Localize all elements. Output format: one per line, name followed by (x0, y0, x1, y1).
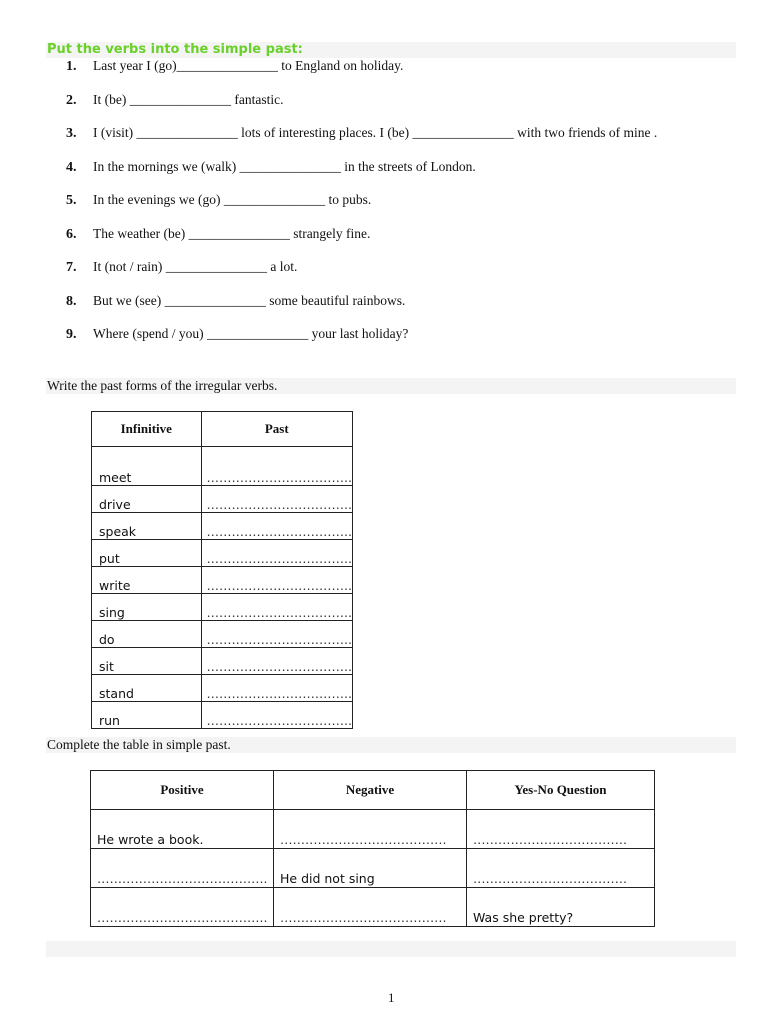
column-header-negative: Negative (274, 771, 467, 810)
table-row (92, 621, 353, 648)
table-row (92, 675, 353, 702)
table-header-row (92, 412, 353, 447)
positive-cell: He wrote a book. (91, 810, 274, 849)
exercise-number: 2. (66, 93, 77, 108)
page-number: 1 (388, 990, 395, 1005)
table-row (92, 513, 353, 540)
exercise-number: 5. (66, 193, 77, 208)
infinitive-cell: drive (92, 486, 202, 513)
exercise-2-heading: Write the past forms of the irregular verbs. (47, 378, 278, 393)
infinitive-cell: do (92, 621, 202, 648)
infinitive-cell: stand (92, 675, 202, 702)
past-blank-cell[interactable]: …………………………….. (201, 675, 352, 702)
question-blank-cell[interactable]: ………………………………. (467, 849, 655, 888)
exercise-text: Last year I (go)_______________ to England on holiday. (93, 58, 404, 73)
exercise-number: 9. (66, 327, 77, 342)
simple-past-table (90, 770, 655, 927)
exercise-item (66, 92, 283, 112)
exercise-item (66, 326, 408, 346)
table-row (92, 702, 353, 729)
exercise-item (66, 226, 370, 246)
exercise-number: 3. (66, 126, 77, 141)
question-cell: Was she pretty? (467, 888, 655, 927)
exercise-text: I (visit) _______________ lots of interesting places. I (be) _______________ with two friends of mine . (93, 125, 658, 140)
exercise-text: It (not / rain) _______________ a lot. (93, 259, 298, 274)
past-blank-cell[interactable]: …………………………….. (201, 447, 352, 486)
column-header-positive: Positive (91, 771, 274, 810)
exercise-item (66, 293, 405, 313)
column-header-infinitive: Infinitive (92, 412, 202, 447)
past-blank-cell[interactable]: …………………………….. (201, 648, 352, 675)
table-header-row (91, 771, 655, 810)
exercise-item (66, 192, 371, 212)
exercise-text: In the evenings we (go) _______________ to pubs. (93, 192, 372, 207)
exercise-1-heading: Put the verbs into the simple past: (47, 42, 303, 57)
infinitive-cell: put (92, 540, 202, 567)
table-row (91, 888, 655, 927)
exercise-number: 4. (66, 160, 77, 175)
past-blank-cell[interactable]: …………………………….. (201, 540, 352, 567)
table-row (92, 594, 353, 621)
past-blank-cell[interactable]: …………………………….. (201, 567, 352, 594)
past-blank-cell[interactable]: …………………………….. (201, 513, 352, 540)
exercise-3-heading: Complete the table in simple past. (47, 737, 231, 752)
infinitive-cell: write (92, 567, 202, 594)
exercise-text: Where (spend / you) _______________ your last holiday? (93, 326, 409, 341)
exercise-item (66, 159, 476, 179)
table-row (91, 849, 655, 888)
past-blank-cell[interactable]: …………………………….. (201, 594, 352, 621)
positive-blank-cell[interactable]: ………………………………….. (91, 849, 274, 888)
exercise-item (66, 58, 403, 78)
exercise-text: But we (see) _______________ some beautiful rainbows. (93, 293, 406, 308)
positive-blank-cell[interactable]: ………………………………….. (91, 888, 274, 927)
infinitive-cell: sit (92, 648, 202, 675)
table-row (92, 648, 353, 675)
negative-blank-cell[interactable]: …………………………………. (274, 810, 467, 849)
table-row (92, 567, 353, 594)
question-blank-cell[interactable]: ………………………………. (467, 810, 655, 849)
negative-blank-cell[interactable]: …………………………………. (274, 888, 467, 927)
table-row (92, 447, 353, 486)
exercise-number: 6. (66, 227, 77, 242)
infinitive-cell: sing (92, 594, 202, 621)
infinitive-cell: speak (92, 513, 202, 540)
past-blank-cell[interactable]: …………………………….. (201, 621, 352, 648)
exercise-number: 1. (66, 59, 77, 74)
table-row (92, 540, 353, 567)
past-blank-cell[interactable]: …………………………….. (201, 702, 352, 729)
infinitive-cell: meet (92, 447, 202, 486)
exercise-number: 8. (66, 294, 77, 309)
negative-cell: He did not sing (274, 849, 467, 888)
irregular-verbs-table (91, 411, 353, 729)
column-header-past: Past (201, 412, 352, 447)
table-row (92, 486, 353, 513)
exercise-number: 7. (66, 260, 77, 275)
exercise-text: In the mornings we (walk) _______________ in the streets of London. (93, 159, 476, 174)
exercise-item (66, 259, 297, 279)
column-header-question: Yes-No Question (467, 771, 655, 810)
exercise-text: The weather (be) _______________ strangely fine. (93, 226, 371, 241)
past-blank-cell[interactable]: …………………………….. (201, 486, 352, 513)
table-row (91, 810, 655, 849)
infinitive-cell: run (92, 702, 202, 729)
exercise-item (66, 125, 657, 145)
footer-band (46, 941, 736, 957)
exercise-text: It (be) _______________ fantastic. (93, 92, 284, 107)
